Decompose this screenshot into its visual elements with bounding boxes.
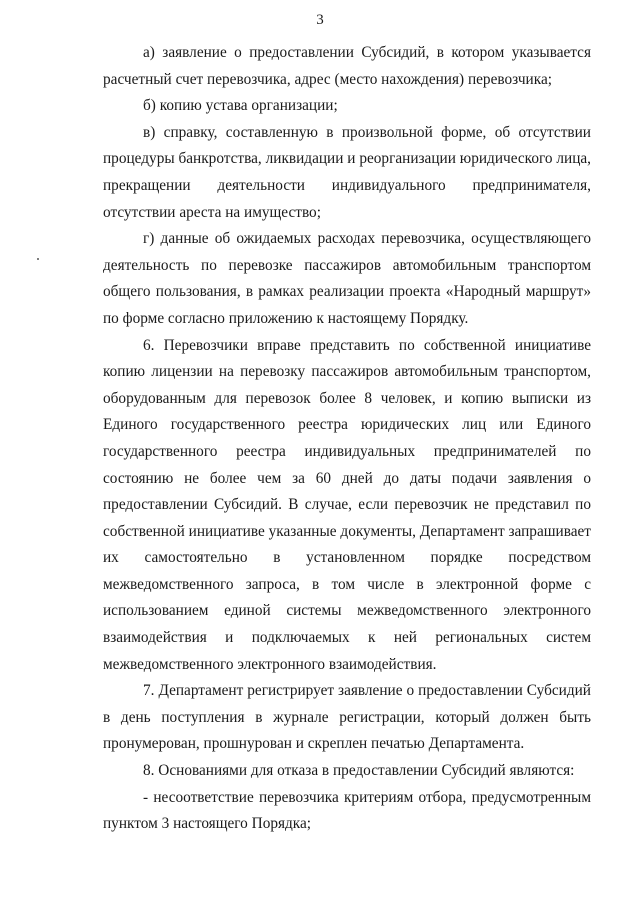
paragraph-clause-8: 8. Основаниями для отказа в предоставлении Субсидий являются: xyxy=(143,762,575,780)
margin-mark xyxy=(37,258,39,260)
paragraph-item-g: г) данные об ожидаемых расходах перевозчика, осуществляющего деятельность по перевозке пассажиров автомобильным транспортом общего пользования, в рамках реализации проекта «Народный маршрут» по форме согласно приложению к настоящему Порядку. xyxy=(103,230,591,327)
page-number: 3 xyxy=(316,12,324,28)
paragraph-clause-8-bullet: - несоответствие перевозчика критериям отбора, предусмотренным пунктом 3 настоящего Порядка; xyxy=(103,788,591,833)
paragraph-clause-7: 7. Департамент регистрирует заявление о предоставлении Субсидий в день поступления в журнале регистрации, который должен быть пронумерован, прошнурован и скреплен печатью Департамента. xyxy=(103,682,591,753)
paragraph-item-v: в) справку, составленную в произвольной форме, об отсутствии процедуры банкротства, ликвидации и реорганизации юридического лица, прекращении деятельности индивидуального предпринимателя, отсутствии ареста на имущество; xyxy=(103,123,591,221)
paragraph-item-a: а) заявление о предоставлении Субсидий, в котором указывается расчетный счет перевозчика, адрес (место нахождения) перевозчика; xyxy=(103,44,591,88)
document-body xyxy=(103,40,591,838)
paragraph-clause-6: 6. Перевозчики вправе представить по собственной инициативе копию лицензии на перевозку пассажиров автомобильным транспортом, оборудованным для перевозок более 8 человек, и копию выписки из Единого государственного реестра юридических лиц или Единого государственного реестра индивидуальных предпринимателей по состоянию не более чем за 60 дней до даты подачи заявления о предоставлении Субсидий. В случае, если перевозчик не представил по собственной инициативе указанные документы, Департамент запрашивает их самостоятельно в установленном порядке посредством межведомственного запроса, в том числе в электронной форме с использованием единой системы межведомственного электронного взаимодействия и подключаемых к ней региональных систем межведомственного электронного взаимодействия. xyxy=(103,336,591,673)
paragraph-item-b: б) копию устава организации; xyxy=(143,97,338,115)
